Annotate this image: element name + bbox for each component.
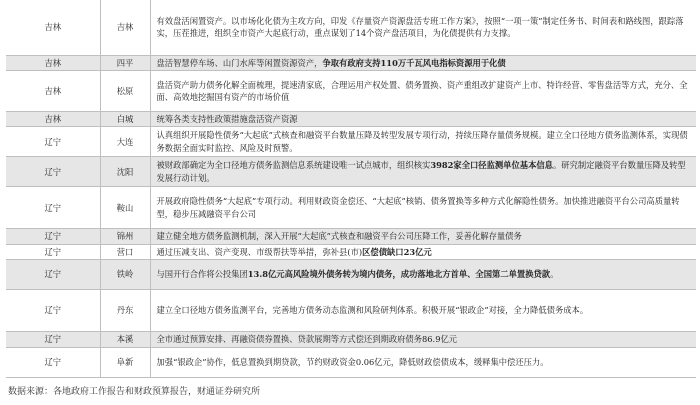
measure-cell (150, 157, 696, 187)
measure-text: 有效盘活闲置资产。以市场化化债为主攻方向，印发《存量资产资源盘活专班工作方案》，按照“一项一策”制定任务书、时间表和路线图，跟踪落实，压茬推进，组织全市资产大起底行动，重点谋划了14个资产盘活项目，为化债提供有力支撑。 (156, 15, 684, 39)
city-cell: 松原 (100, 70, 150, 111)
measure-cell (150, 244, 696, 259)
province-cell: 辽宁 (6, 332, 100, 347)
table-row (6, 0, 696, 55)
province-cell: 吉林 (6, 111, 100, 126)
province-cell: 吉林 (6, 55, 100, 70)
city-cell: 本溪 (100, 332, 150, 347)
table-row (6, 244, 696, 259)
city-cell: 营口 (100, 244, 150, 259)
debt-resolution-table (6, 0, 696, 378)
measure-text: 盘活资产助力债务化解全面梳理，提速清家底，合理运用产权处置、债务置换、资产重组改扩建资产上市、特许经营、零售盘活等方式，充分、全面、高效地挖掘国有资产的市场价值 (156, 79, 688, 102)
province-cell: 辽宁 (6, 260, 100, 290)
highlight-text: 区偿债缺口23亿元 (362, 246, 432, 257)
table-body (6, 0, 696, 377)
measure-text: 盘活智慧停车场、山门水库等闲置资源资产， (156, 57, 323, 68)
city-cell: 大连 (100, 127, 150, 157)
city-cell: 阜新 (100, 347, 150, 377)
city-cell: 铁岭 (100, 260, 150, 290)
measure-text: 认真组织开展隐性债务“大起底”式核查和融资平台数量压降及转型发展专项行动，持续压降存量债务规模。建立全口径地方债务监测体系，实现债务数据全面实时监控、风险及时预警。 (156, 130, 688, 153)
province-cell: 辽宁 (6, 229, 100, 244)
measure-text: 通过压减支出、资产变现、市级帮扶等举措，弥补县(市) (156, 246, 363, 257)
measure-cell (150, 347, 696, 377)
table-row (6, 229, 696, 244)
measure-cell (150, 127, 696, 157)
measure-cell (150, 70, 696, 111)
table-row (6, 70, 696, 111)
measure-cell (150, 55, 696, 70)
province-cell: 辽宁 (6, 290, 100, 332)
measure-text: 加强“银政企”协作，低息置换到期贷款，节约财政资金0.06亿元，降低财政偿债成本，缓释集中偿还压力。 (156, 356, 549, 367)
table-row (6, 290, 696, 332)
measure-cell (150, 332, 696, 347)
province-cell: 吉林 (6, 70, 100, 111)
measure-text: 建立健全地方债务监测机制，深入开展“大起底”式核查和融资平台公司压降工作，妥善化解存量债务 (156, 231, 522, 242)
measure-cell (150, 229, 696, 244)
measure-text: 全市通过预算安排、再融资债券置换、贷款展期等方式偿还到期政府债务86.9亿元 (156, 334, 458, 345)
measure-cell (150, 187, 696, 229)
measure-cell (150, 260, 696, 290)
table-row (6, 187, 696, 229)
city-cell: 沈阳 (100, 157, 150, 187)
province-cell: 辽宁 (6, 244, 100, 259)
city-cell: 白城 (100, 111, 150, 126)
province-cell: 辽宁 (6, 157, 100, 187)
province-cell: 辽宁 (6, 347, 100, 377)
highlight-text: 3982家全口径监测单位基本信息 (430, 160, 553, 171)
table-row (6, 111, 696, 126)
measure-text: 。研究制定融资平台数量压降及转型发展行动计划。 (156, 160, 686, 183)
table-row (6, 55, 696, 70)
measure-text: 开展政府隐性债务“大起底”专项行动。利用财政资金偿还、“大起底”核销、债务置换等多种方式化解隐性债务。加快推进融资平台公司高质量转型，稳步压减融资平台公司 (156, 196, 680, 219)
measure-text: 建立全口径地方债务监测平台，完善地方债务动态监测和风险研判体系。积极开展“银政企”对接，全力降低债务成本。 (156, 305, 589, 316)
city-cell: 四平 (100, 55, 150, 70)
highlight-text: 13.8亿元高风险境外债务转为境内债务，成功落地北方首单、全国第二单置换贷款 (247, 269, 551, 280)
measure-text: 统筹各类支持性政策措施盘活资产资源 (156, 113, 298, 124)
province-cell: 辽宁 (6, 187, 100, 229)
city-cell: 吉林 (100, 0, 150, 55)
table-row (6, 157, 696, 187)
source-note: 数据来源：各地政府工作报告和财政预算报告，财通证券研究所 (8, 387, 261, 397)
table-row (6, 260, 696, 290)
table-row (6, 347, 696, 377)
table-row (6, 332, 696, 347)
measure-text: 被财政部确定为全口径地方债务监测信息系统建设唯一试点城市，组织核实 (156, 160, 431, 171)
highlight-text: 争取有政府支持110万千瓦风电指标资源用于化债 (322, 57, 506, 68)
measure-text: 。 (550, 269, 559, 280)
measure-cell (150, 111, 696, 126)
city-cell: 锦州 (100, 229, 150, 244)
city-cell: 丹东 (100, 290, 150, 332)
province-cell: 辽宁 (6, 127, 100, 157)
table-row (6, 127, 696, 157)
measure-text: 与国开行合作将公投集团 (156, 269, 248, 280)
measure-cell (150, 290, 696, 332)
measure-cell (150, 0, 696, 55)
city-cell: 鞍山 (100, 187, 150, 229)
province-cell: 吉林 (6, 0, 100, 55)
